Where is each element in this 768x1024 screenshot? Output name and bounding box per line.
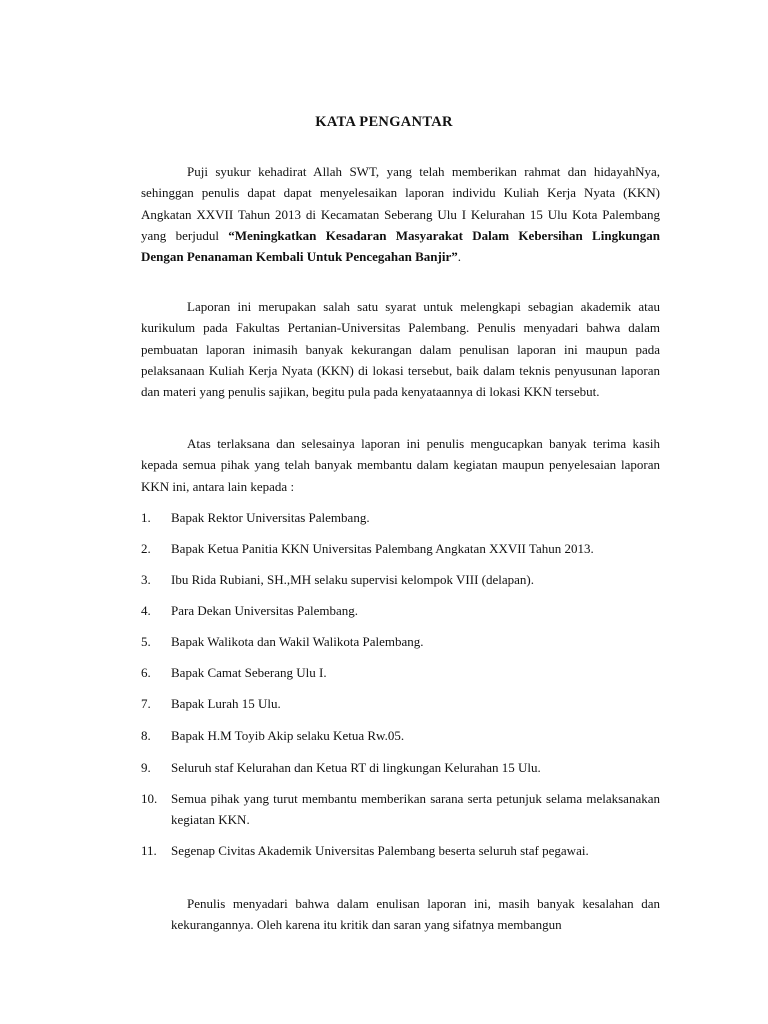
paragraph-intro-end: . bbox=[457, 249, 461, 265]
list-item-number: 6. bbox=[141, 665, 151, 680]
list-item-number: 10. bbox=[141, 791, 158, 806]
list-item-number: 9. bbox=[141, 760, 151, 775]
list-item bbox=[141, 725, 660, 746]
page-title: KATA PENGANTAR bbox=[315, 114, 453, 130]
list-item-number: 1. bbox=[141, 510, 151, 525]
list-item bbox=[141, 538, 660, 559]
paragraph-intro-text: Puji syukur kehadirat Allah SWT, yang telah memberikan rahmat dan hidayahNya, sehinggan penulis dapat dapat menyelesaikan laporan individu Kuliah Kerja Nyata (KKN) Angkatan XXVII Tahun 2013 di Kecamatan Seberang Ulu I Kelurahan 15 Ulu Kota Palembang yang berjudul bbox=[141, 164, 660, 243]
list-item bbox=[141, 507, 660, 528]
list-item-number: 5. bbox=[141, 634, 151, 649]
list-item-number: 11. bbox=[141, 843, 157, 858]
list-item-text: Bapak H.M Toyib Akip selaku Ketua Rw.05. bbox=[171, 728, 405, 743]
list-item bbox=[141, 569, 660, 590]
paragraph-closing bbox=[171, 893, 660, 936]
list-item-text: Bapak Rektor Universitas Palembang. bbox=[171, 510, 370, 525]
list-item bbox=[141, 788, 660, 831]
paragraph-purpose-text: Laporan ini merupakan salah satu syarat untuk melengkapi sebagian akademik atau kurikulum pada Fakultas Pertanian-Universitas Palembang. Penulis menyadari bahwa dalam pembuatan laporan inimasih banyak kekurangan dalam penulisan laporan ini maupun pada pelaksanaan Kuliah Kerja Nyata (KKN) di lokasi tersebut, baik dalam teknis penyusunan laporan dan materi yang penulis sajikan, begitu pula pada kenyataannya di lokasi KKN tersebut. bbox=[141, 299, 660, 400]
list-item bbox=[141, 693, 660, 714]
list-item-number: 8. bbox=[141, 728, 151, 743]
paragraph-closing-text: Penulis menyadari bahwa dalam enulisan laporan ini, masih banyak kesalahan dan kekurangannya. Oleh karena itu kritik dan saran yang sifatnya membangun bbox=[171, 896, 660, 933]
list-item-text: Bapak Lurah 15 Ulu. bbox=[171, 696, 281, 711]
list-item-text: Bapak Walikota dan Wakil Walikota Palembang. bbox=[171, 634, 424, 649]
list-item-number: 2. bbox=[141, 541, 151, 556]
list-item bbox=[141, 757, 660, 778]
list-item bbox=[141, 840, 660, 861]
list-item-text: Para Dekan Universitas Palembang. bbox=[171, 603, 359, 618]
list-item bbox=[141, 662, 660, 683]
paragraph-intro bbox=[141, 161, 660, 267]
list-item-text: Semua pihak yang turut membantu memberikan sarana serta petunjuk selama melaksanakan kegiatan KKN. bbox=[171, 791, 660, 828]
paragraph-intro-title: “Meningkatkan Kesadaran Masyarakat Dalam Kebersihan Lingkungan Dengan Penanaman Kembali Untuk Pencegahan Banjir” bbox=[141, 227, 660, 265]
paragraph-purpose bbox=[141, 296, 660, 402]
list-item-text: Bapak Ketua Panitia KKN Universitas Palembang Angkatan XXVII Tahun 2013. bbox=[171, 541, 594, 556]
list-item bbox=[141, 631, 660, 652]
list-item-number: 3. bbox=[141, 572, 151, 587]
list-item-text: Segenap Civitas Akademik Universitas Palembang beserta seluruh staf pegawai. bbox=[171, 843, 589, 858]
list-item-number: 4. bbox=[141, 603, 151, 618]
paragraph-thanks bbox=[141, 433, 660, 497]
list-item-number: 7. bbox=[141, 696, 151, 711]
list-item bbox=[141, 600, 660, 621]
list-item-text: Bapak Camat Seberang Ulu I. bbox=[171, 665, 327, 680]
list-item-text: Seluruh staf Kelurahan dan Ketua RT di lingkungan Kelurahan 15 Ulu. bbox=[171, 760, 541, 775]
paragraph-thanks-text: Atas terlaksana dan selesainya laporan ini penulis mengucapkan banyak terima kasih kepada semua pihak yang telah banyak membantu dalam kegiatan maupun penyelesaian laporan KKN ini, antara lain kepada : bbox=[141, 436, 660, 494]
list-item-text: Ibu Rida Rubiani, SH.,MH selaku supervisi kelompok VIII (delapan). bbox=[171, 572, 534, 587]
